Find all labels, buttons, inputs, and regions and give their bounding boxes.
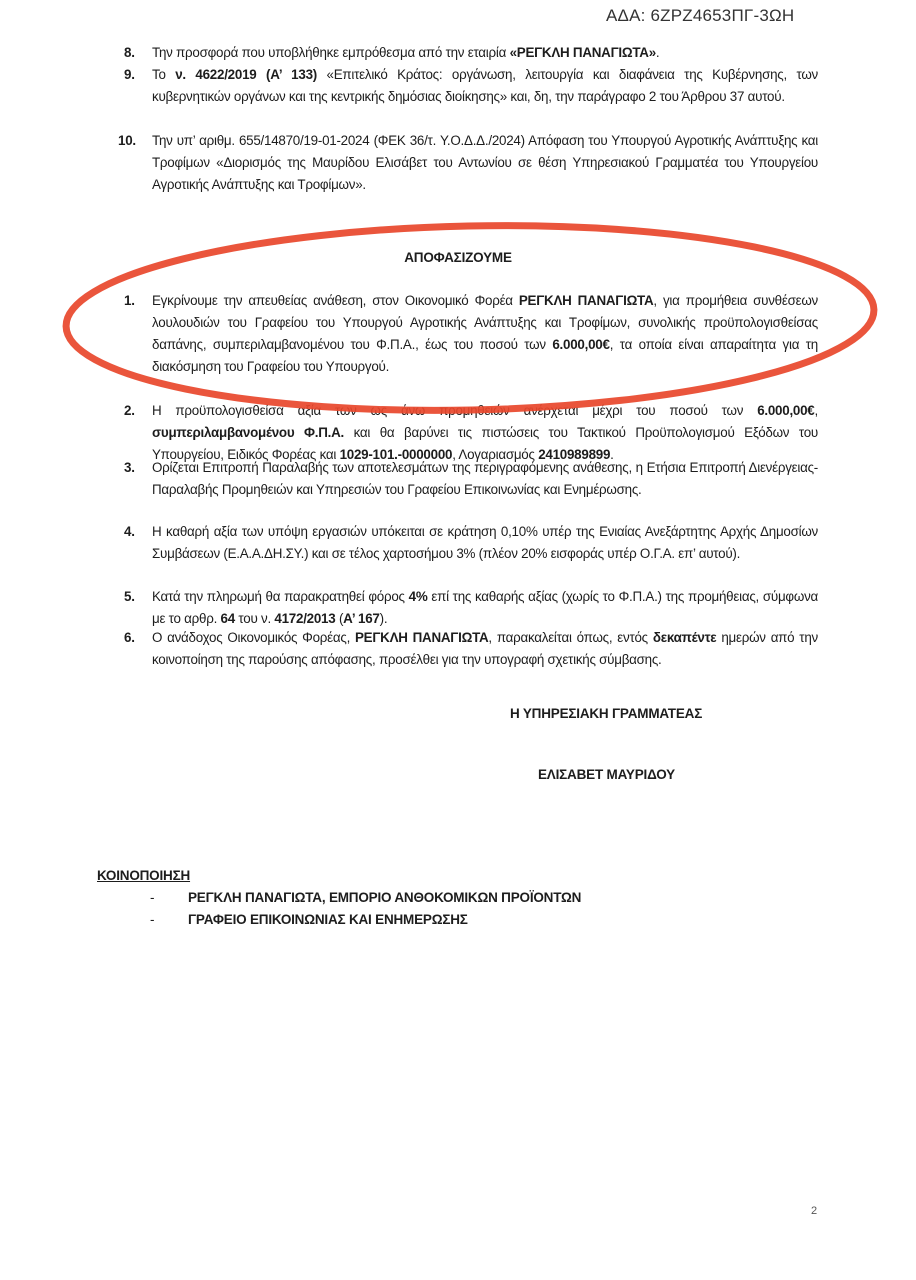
bold-run: «ΡΕΓΚΛΗ ΠΑΝΑΓΙΩΤΑ»: [509, 45, 656, 60]
text-run: ημερών από την κοινοποίηση της παρούσης απόφασης, προσέλθει για την υπογραφή σχετικής σύμβασης.: [152, 630, 818, 667]
bold-run: 6.000,00€: [757, 403, 815, 418]
text-run: Το: [152, 67, 176, 82]
item-number: 6.: [124, 630, 135, 645]
ada-code: ΑΔΑ: 6ZPZ4653ΠΓ-3ΩΗ: [606, 6, 795, 25]
text-run: (: [335, 611, 344, 626]
item-number: 1.: [124, 293, 135, 308]
distribution-item-text: ΡΕΓΚΛΗ ΠΑΝΑΓΙΩΤΑ, ΕΜΠΟΡΙΟ ΑΝΘΟΚΟΜΙΚΩΝ ΠΡΟΪΟΝΤΩΝ: [188, 890, 582, 905]
bold-run: 64: [220, 611, 235, 626]
item-number: 10.: [118, 133, 136, 148]
bold-run: 6.000,00€: [552, 337, 610, 352]
dash-bullet: -: [150, 890, 155, 905]
item-number: 3.: [124, 460, 135, 475]
text-run: Η καθαρή αξία των υπόψη εργασιών υπόκειται σε κράτηση 0,10% υπέρ της Ενιαίας Ανεξάρτητης Αρχής Δημοσίων Συμβάσεων (Ε.Α.Α.ΔΗ.ΣΥ.) και σε τέλος χαρτοσήμου 3% (πλέον 20% εισφοράς υπέρ Ο.Γ.Α. επ’ αυτού).: [152, 524, 818, 561]
distribution-item: [150, 912, 468, 927]
text-run: , παρακαλείται όπως, εντός: [488, 630, 653, 645]
text-run: ,: [814, 403, 818, 418]
item-number: 4.: [124, 524, 135, 539]
text-run: του ν.: [234, 611, 275, 626]
bold-run: ΡΕΓΚΛΗ ΠΑΝΑΓΙΩΤΑ: [518, 293, 654, 308]
bold-run: Α’ 167: [343, 611, 380, 626]
item-number: 9.: [124, 67, 135, 82]
text-run: Την προσφορά που υποβλήθηκε εμπρόθεσμα από την εταιρία: [152, 45, 510, 60]
text-run: Εγκρίνουμε την απευθείας ανάθεση, στον Οικονομικό Φορέα: [152, 293, 519, 308]
consideration-item: [124, 64, 818, 108]
bold-run: συμπεριλαμβανομένου Φ.Π.Α.: [152, 425, 345, 440]
text-run: Ο ανάδοχος Οικονομικός Φορέας,: [152, 630, 355, 645]
dash-bullet: -: [150, 912, 155, 927]
text-run: ).: [379, 611, 388, 626]
signatory-name: ΕΛΙΣΑΒΕΤ ΜΑΥΡΙΔΟΥ: [538, 767, 675, 782]
item-number: 5.: [124, 589, 135, 604]
text-run: , τα οποία είναι απαραίτητα για τη διακόσμηση του Γραφείου του Υπουργού.: [152, 337, 818, 374]
decision-item: [124, 521, 818, 565]
text-run: Ορίζεται Επιτροπή Παραλαβής των αποτελεσμάτων της περιγραφόμενης ανάθεσης, η Ετήσια Επιτροπή Διενέργειας- Παραλαβής Προμηθειών και Υπηρεσιών του Γραφείου Επικοινωνίας και Ενημέρωσης.: [152, 460, 818, 497]
item-text: [152, 627, 818, 671]
item-text: [152, 64, 818, 108]
bold-run: ν. 4622/2019 (Α’ 133): [175, 67, 317, 82]
item-text: [152, 586, 818, 630]
text-run: επί της καθαρής αξίας (χωρίς το Φ.Π.Α.) της προμήθειας, σύμφωνα με το αρθρ.: [152, 589, 819, 626]
bold-run: 1029-101.-0000000: [339, 447, 453, 462]
consideration-item: [118, 130, 818, 196]
text-run: , για προμήθεια συνθέσεων λουλουδιών του Γραφείου του Υπουργού Αγροτικής Ανάπτυξης και Τροφίμων, συνολικής προϋπολογισθείσας δαπάνης, συμπεριλαμβανομένου του Φ.Π.Α., έως του ποσού των: [152, 293, 818, 352]
text-run: Την υπ’ αριθμ. 655/14870/19-01-2024 (ΦΕΚ 36/τ. Υ.Ο.Δ.Δ./2024) Απόφαση του Υπουργού Αγροτικής Ανάπτυξης και Τροφίμων «Διορισμός της Μαυρίδου Ελισάβετ του Αντωνίου σε θέση Υπηρεσιακού Γραμματέα του Υπουργείου Αγροτικής Ανάπτυξης και Τροφίμων».: [152, 133, 818, 192]
text-run: και θα βαρύνει τις πιστώσεις του Τακτικού Προϋπολογισμού Εξόδων του Υπουργείου, Ειδικός Φορέας και: [152, 425, 818, 462]
signatory-title: Η ΥΠΗΡΕΣΙΑΚΗ ΓΡΑΜΜΑΤΕΑΣ: [510, 706, 703, 721]
item-number: 8.: [124, 45, 135, 60]
bold-run: 4172/2013: [274, 611, 336, 626]
decision-item: [124, 457, 818, 501]
page-number: 2: [811, 1205, 818, 1217]
distribution-heading: ΚΟΙΝΟΠΟΙΗΣΗ: [97, 868, 191, 883]
bold-run: 4%: [408, 589, 428, 604]
item-number: 2.: [124, 403, 135, 418]
decision-item: [124, 627, 818, 671]
consideration-item: [124, 42, 818, 64]
bold-run: 2410989899: [538, 447, 611, 462]
bold-run: δεκαπέντε: [652, 630, 717, 645]
text-run: .: [610, 447, 614, 462]
item-text: [152, 42, 818, 64]
text-run: , Λογαριασμός: [452, 447, 539, 462]
text-run: .: [655, 45, 660, 60]
item-text: [152, 457, 818, 501]
text-run: Η προϋπολογισθείσα αξία των ως άνω προμηθειών ανέρχεται μέχρι του ποσού των: [152, 403, 758, 418]
decision-heading: ΑΠΟΦΑΣΙΖΟΥΜΕ: [404, 250, 512, 265]
decision-item: [124, 290, 818, 378]
bold-run: ΡΕΓΚΛΗ ΠΑΝΑΓΙΩΤΑ: [355, 630, 489, 645]
distribution-item-text: ΓΡΑΦΕΙΟ ΕΠΙΚΟΙΝΩΝΙΑΣ ΚΑΙ ΕΝΗΜΕΡΩΣΗΣ: [188, 912, 468, 927]
item-text: [152, 130, 818, 196]
distribution-item: [150, 890, 581, 905]
text-run: Κατά την πληρωμή θα παρακρατηθεί φόρος: [152, 589, 409, 604]
item-text: [152, 521, 818, 565]
text-run: «Επιτελικό Κράτος: οργάνωση, λειτουργία και διαφάνεια της Κυβέρνησης, των κυβερνητικών οργάνων και της κεντρικής δημόσιας διοίκησης» και, δη, την παράγραφο 2 του Άρθρου 37 αυτού.: [152, 67, 818, 104]
decision-item: [124, 586, 818, 630]
item-text: [152, 290, 818, 378]
